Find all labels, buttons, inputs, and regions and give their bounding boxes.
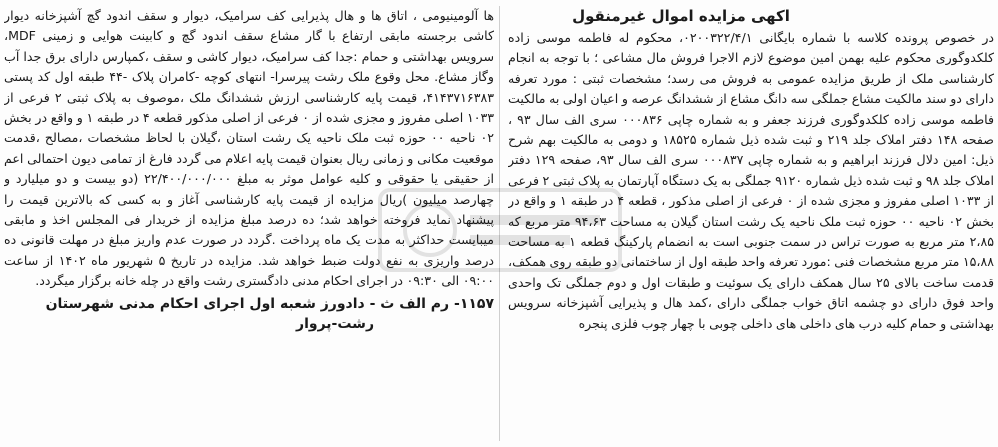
left-column-text: ها آلومینیومی ، اتاق ها و هال پذیرایی کف سرامیک، دیوار و سقف اندود گچ آشپزخانه دیوار کاشی برجسته مابقی ارتفاع با گار مشاع سقف اندود گچ و کابینت هوایی و زمینی MDF، سرویس بهداشتی و حمام :جدا کف سرامیک، دیوار کاشی و سقف ،کمپارس دارای برق جدا آب وگاز مشاع. محل وقوع ملک رشت پیرسرا- انتهای کوچه -کامران پلاک -۴۴ طبقه اول کد پستی ۴۱۴۳۷۱۶۳۸۳، قیمت پایه کارشناسی ارزش ششدانگ ملک ،موصوف به پلاک ثبتی ۲ فرعی از ۱۰۳۳ اصلی مفروز و مجزی شده از ۰ فرعی از اصلی مذکور قطعه ۴ در طبقه ۱ و واقع در بخش ۰۲ ناحیه ۰۰ حوزه ثبت ملک ناحیه یک رشت استان ،گیلان با لحاظ مشخصات ،مصالح ،قدمت موقعیت مکانی و زمانی ریال بعنوان قیمت پایه اعلام می گردد فارغ از تمامی دیون احتمالی اعم از حقیقی یا حقوقی و کلیه عوامل موثر به مبلغ ۲۲/۴۰۰/۰۰۰/۰۰۰ (دو بیست و دو میلیارد و چهارصد میلیون )ریال مزایده از قیمت پایه کارشناسی آغاز و به کسی که بالاترین قیمت را پیشنهاد نماید فروخته خواهد شد؛ ده درصد مبلغ مزایده از خریدار فی المجلس اخذ و مابقی میبایست حداکثر به مدت یک ماه پرداخت .گردد در صورت عدم واریز مبلغ در مهلت قانونی ده درصد واریزی به نفع دولت ضبط خواهد شد. مزایده در تاریخ ۵ شهریور ماه ۱۴۰۲ از ساعت ۰۹:۰۰ الی ۰۹:۳۰ در اجرای احکام مدنی دادگستری رشت واقع در چله خانه برگزار میگردد. (4, 8, 494, 289)
notice-title: اکهی مزایده اموال غیرمنقول (572, 7, 790, 25)
right-column (508, 6, 994, 443)
right-column-text: در خصوص پرونده کلاسه با شماره بایگانی ۰۲۰۰۳۲۲/۴/۱، محکوم له فاطمه موسی زاده کلکدوگوری محکوم علیه بهمن امین موضوع لازم الاجرا فروش مال مشاعی ؛ با توجه به انجام کارشناسی ملک از طریق مزایده عمومی به فروش می رسد؛ مشخصات ثبتی : مورد تعرفه دارای دو سند مالکیت مشاع جملگی سه دانگ مشاع از ششدانگ عرصه و اعیان اولی به مالکیت فاطمه موسی زاده کلکدوگوری فرزند جعفر و به شماره چاپی ۰۰۰۸۳۶ سری الف سال ۹۳ ، صفحه ۱۴۸ دفتر املاک جلد ۲۱۹ و ثبت شده ذیل شماره ۱۸۵۲۵ و دومی به مالکیت بهم شرح ذیل: امین دلال فرزند ابراهیم و به شماره چاپی ۰۰۰۸۳۷ سری الف سال ۹۳، صفحه ۱۲۹ دفتر املاک جلد ۹۸ و ثبت شده ذیل شماره ۹۱۲۰ جملگی به یک دستگاه آپارتمان به پلاک ثبتی ۲ فرعی از ۱۰۳۳ اصلی مفروز و مجزی شده از ۰ فرعی از اصلی مذکور ، قطعه ۴ در طبقه ۱ و واقع در بخش ۰۲ ناحیه ۰۰ حوزه ثبت ملک ناحیه یک رشت استان گیلان به مساحت ۹۴،۶۳ متر مربع که ۲،۸۵ متر مربع به صورت تراس در سمت جنوبی است به انضمام پارکینگ قطعه ۱ به مساحت ۱۵،۸۸ متر مربع مشخصات فنی :مورد تعرفه واحد طبقه اول از ساختمانی دو طبقه روی همکف، قدمت ساخت بالای ۲۵ سال همکف دارای یک سوئیت و طبقات اول و دوم جملگی تک واحدی واحد فوق دارای دو چشمه اتاق خواب جملگی دارای ،کمد هال و پذیرایی آشپزخانه سرویس بهداشتی و حمام کلیه درب های داخلی های داخلی چوبی با چهار چوب فلزی پنجره (508, 30, 994, 331)
signature-line-1: ۱۱۵۷- رم الف ث - دادورز شعبه اول اجرای احکام مدنی شهرستان (45, 295, 494, 312)
signature-line-2: رشت-پروار (296, 315, 374, 332)
left-column (4, 6, 494, 443)
column-divider (499, 6, 500, 441)
